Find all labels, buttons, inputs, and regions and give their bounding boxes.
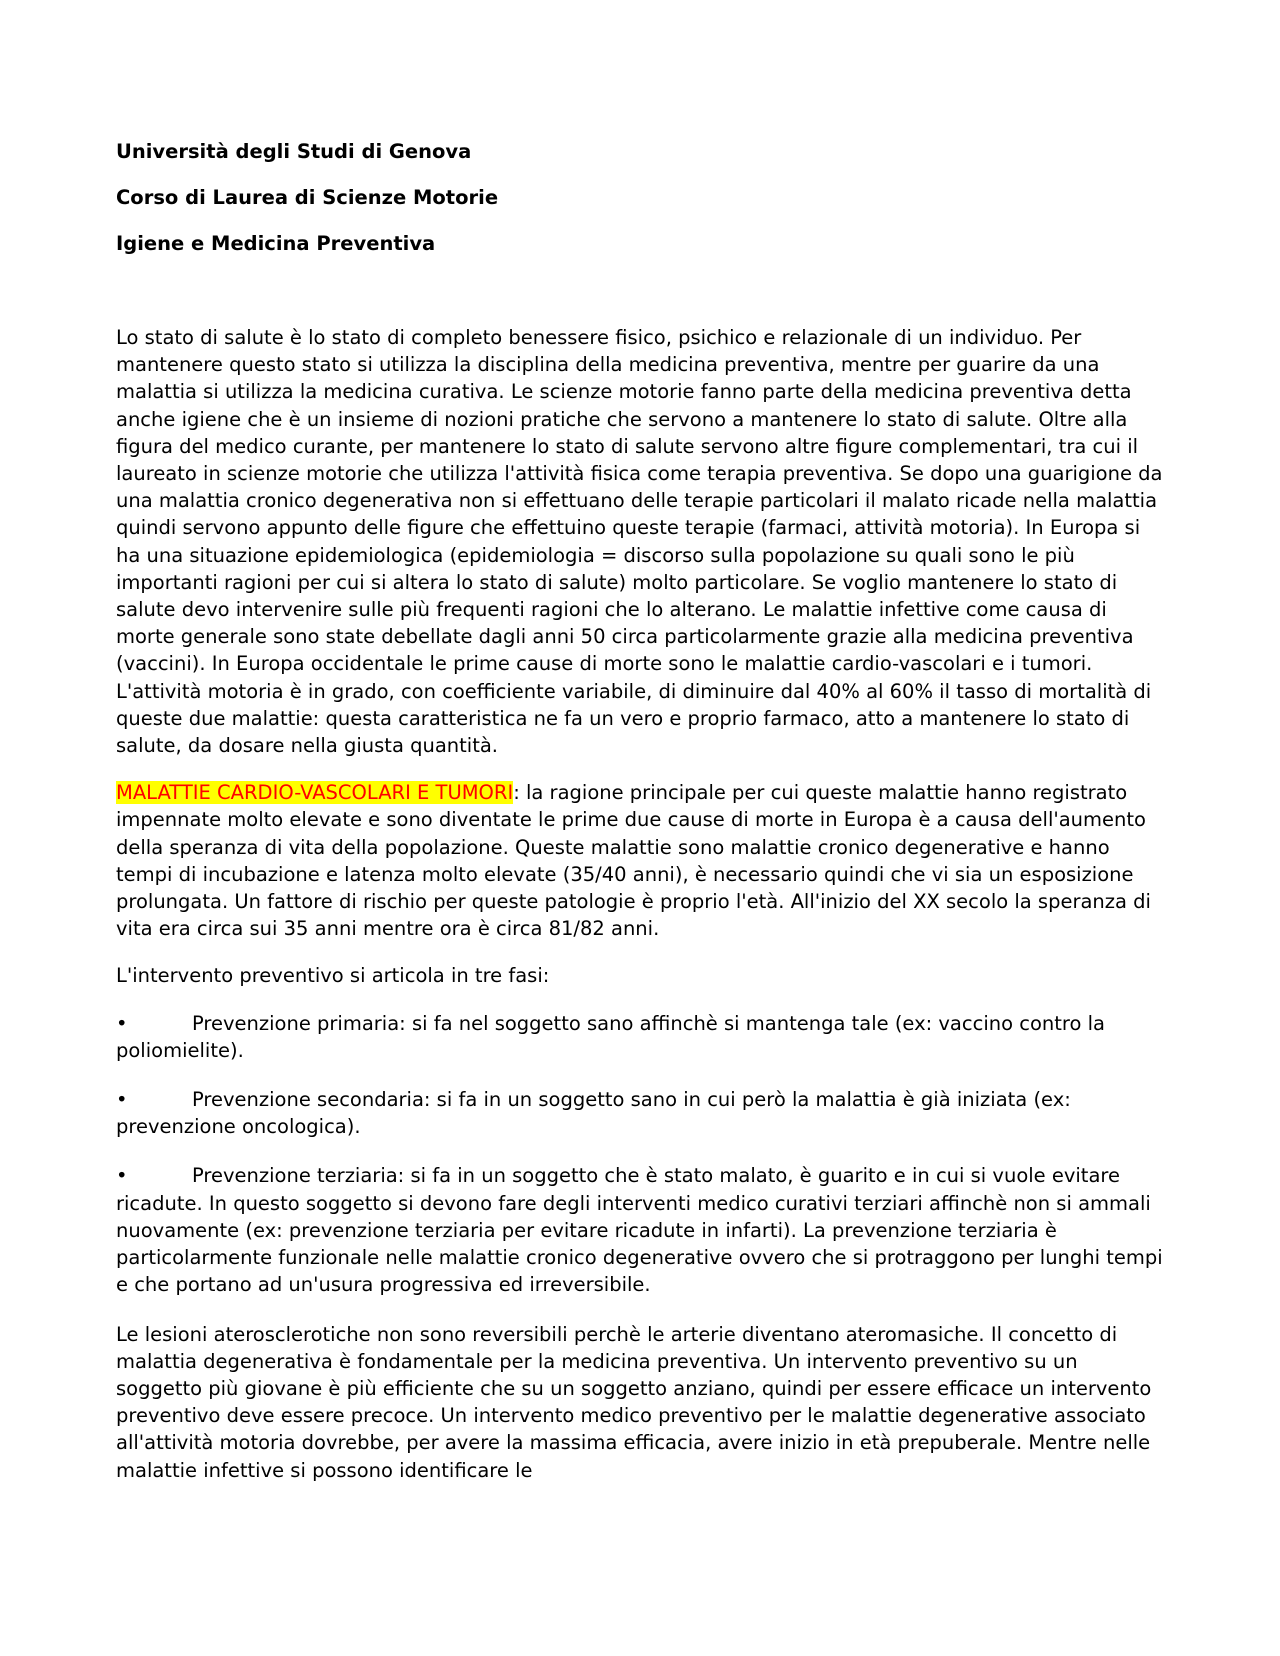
bullet-text: Prevenzione terziaria: si fa in un soggetto che è stato malato, è guarito e in cui si vuole evitare ricadute. In questo soggetto si devono fare degli interventi medico curativi terziari affinchè non si ammali nuovamente (ex: prevenzione terziaria per evitare ricadute in infarti). La prevenzione terziaria è particolarmente funzionale nelle malattie cronico degenerative ovvero che si protraggono per lunghi tempi e che portano ad un'usura progressiva ed irreversibile. <box>116 1164 1163 1297</box>
bullet-icon: • <box>116 1088 128 1112</box>
bullet-text: Prevenzione primaria: si fa nel soggetto sano affinchè si mantenga tale (ex: vaccino contro la poliomielite). <box>116 1011 1105 1062</box>
cardio-text: : la ragione principale per cui queste malattie hanno registrato impennate molto elevate e sono diventate le prime due cause di morte in Europa è a causa dell'aumento della speranza di vita della popolazione. Queste malattie sono malattie cronico degenerative e hanno tempi di incubazione e latenza molto elevate (35/40 anni), è necessario quindi che vi sia un esposizione prolungata. Un fattore di rischio per queste patologie è proprio l'età. All'inizio del XX secolo la speranza di vita era circa sui 35 anni mentre ora è circa 81/82 anni. <box>116 781 1151 941</box>
bullet-item-secondary <box>116 1086 1168 1140</box>
cardio-paragraph <box>116 779 1168 942</box>
university-title: Università degli Studi di Genova <box>116 140 472 163</box>
bullet-icon: • <box>116 1011 128 1035</box>
course-title: Corso di Laurea di Scienze Motorie <box>116 186 499 209</box>
bullet-item-tertiary <box>116 1162 1168 1298</box>
intro-paragraph: Lo stato di salute è lo stato di completo benessere fisico, psichico e relazionale di un individuo. Per mantenere questo stato si utilizza la disciplina della medicina preventiva, mentre per guarire da una malattia si utilizza la medicina curativa. Le scienze motorie fanno parte della medicina preventiva detta anche igiene che è un insieme di nozioni pratiche che servono a mantenere lo stato di salute. Oltre alla figura del medico curante, per mantenere lo stato di salute servono altre figure complementari, tra cui il laureato in scienze motorie che utilizza l'attività fisica come terapia preventiva. Se dopo una guarigione da una malattia cronico degenerativa non si effettuano delle terapie particolari il malato ricade nella malattia quindi servono appunto delle figure che effettuino queste terapie (farmaci, attività motoria). In Europa si ha una situazione epidemiologica (epidemiologia = discorso sulla popolazione su quali sono le più importanti ragioni per cui si altera lo stato di salute) molto particolare. Se voglio mantenere lo stato di salute devo intervenire sulle più frequenti ragioni che lo alterano. Le malattie infettive come causa di morte generale sono state debellate dagli anni 50 circa particolarmente grazie alla medicina preventiva (vaccini). In Europa occidentale le prime cause di morte sono le malattie cardio-vascolari e i tumori. L'attività motoria è in grado, con coefficiente variabile, di diminuire dal 40% al 60% il tasso di mortalità di queste due malattie: questa caratteristica ne fa un vero e proprio farmaco, atto a mantenere lo stato di salute, da dosare nella giusta quantità. <box>116 326 1163 758</box>
subject-title: Igiene e Medicina Preventiva <box>116 232 436 255</box>
bullet-icon: • <box>116 1164 128 1188</box>
document-page <box>116 140 1168 1504</box>
bullet-text: Prevenzione secondaria: si fa in un soggetto sano in cui però la malattia è già iniziata (ex: prevenzione oncologica). <box>116 1088 1071 1139</box>
phases-intro: L'intervento preventivo si articola in tre fasi: <box>116 964 550 988</box>
closing-paragraph: Le lesioni aterosclerotiche non sono reversibili perchè le arterie diventano ateromasiche. Il concetto di malattia degenerativa è fondamentale per la medicina preventiva. Un intervento preventivo su un soggetto più giovane è più efficiente che su un soggetto anziano, quindi per essere efficace un intervento preventivo deve essere precoce. Un intervento medico preventivo per le malattie degenerative associato all'attività motoria dovrebbe, per avere la massima efficacia, avere inizio in età prepuberale. Mentre nelle malattie infettive si possono identificare le <box>116 1322 1152 1482</box>
cardio-highlight: MALATTIE CARDIO-VASCOLARI E TUMORI <box>116 781 514 805</box>
bullet-item-primary <box>116 1010 1168 1064</box>
